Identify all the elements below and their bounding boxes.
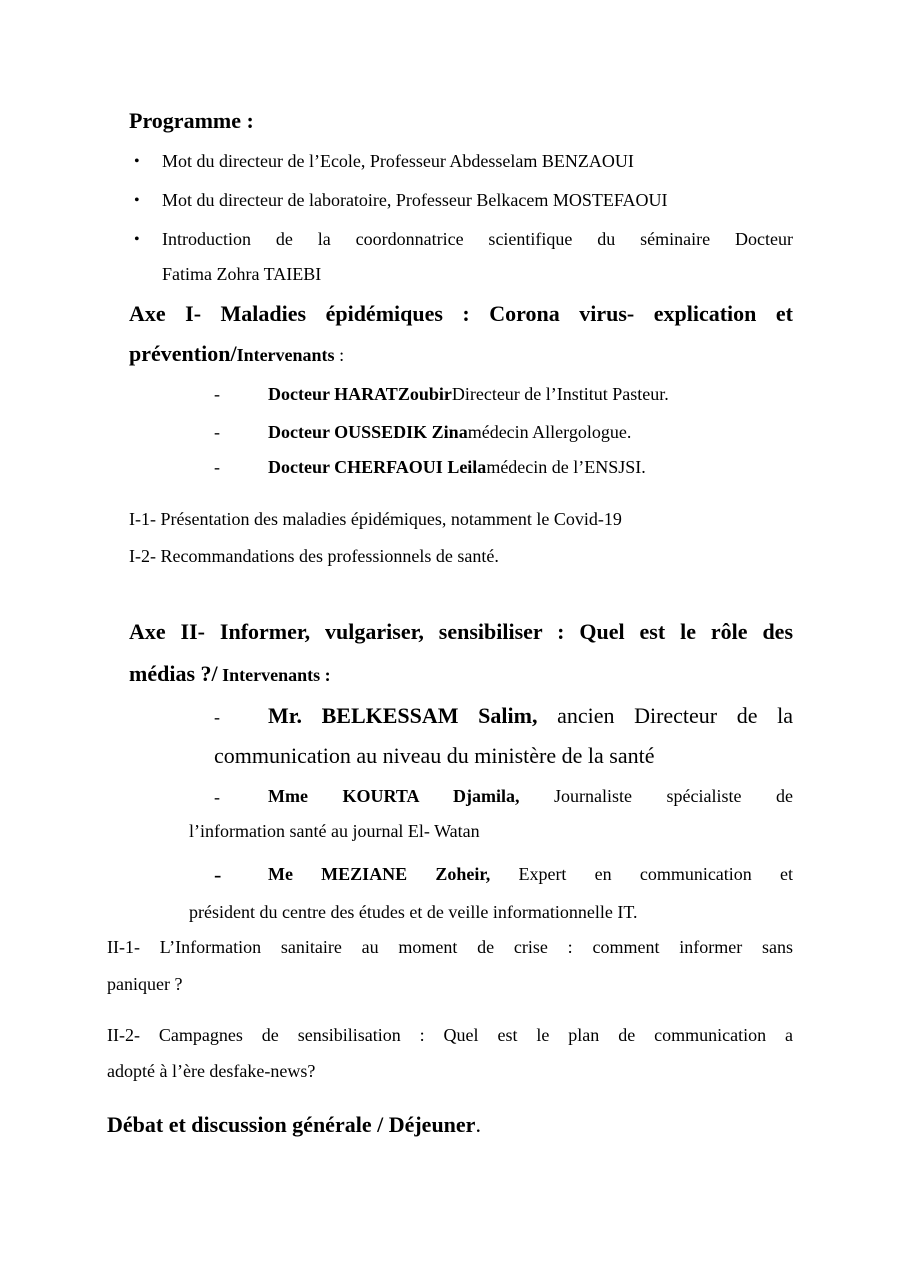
axe2-speaker-meziane bbox=[268, 864, 793, 885]
axe1-subtopic-2: I-2- Recommandations des professionnels de santé. bbox=[129, 546, 499, 566]
axe1-speaker-cherfaoui bbox=[268, 457, 646, 478]
dash: - bbox=[214, 787, 220, 807]
axe1-intervenants-label: Intervenants bbox=[236, 345, 335, 365]
axe1-speaker-oussedik bbox=[268, 422, 631, 443]
speaker-name: Docteur HARATZoubir bbox=[268, 384, 452, 404]
axe2-subtopic-2-cont: adopté à l’ère desfake-news? bbox=[107, 1061, 316, 1081]
axe2-speaker-belkessam bbox=[268, 703, 793, 729]
dash: - bbox=[214, 457, 220, 477]
speaker-role: Journaliste spécialiste de bbox=[519, 786, 793, 806]
closing-line bbox=[107, 1112, 481, 1138]
speaker-name: Mme KOURTA Djamila, bbox=[268, 786, 520, 806]
dash: - bbox=[214, 422, 220, 442]
bullet-dot: • bbox=[134, 231, 140, 248]
axe1-speaker-harat bbox=[268, 384, 669, 405]
speaker-role: médecin de l’ENSJSI. bbox=[486, 457, 646, 477]
dash: - bbox=[214, 384, 220, 404]
axe2-speaker-belkessam-cont: communication au niveau du ministère de la santé bbox=[214, 743, 655, 768]
axe2-subtopic-2: II-2- Campagnes de sensibilisation : Quel est le plan de communication a bbox=[107, 1025, 793, 1045]
axe2-subtopic-1: II-1- L’Information sanitaire au moment de crise : comment informer sans bbox=[107, 937, 793, 957]
bullet-item-lab-director: Mot du directeur de laboratoire, Professeur Belkacem MOSTEFAOUI bbox=[162, 190, 668, 210]
speaker-name: Me MEZIANE Zoheir, bbox=[268, 864, 491, 884]
speaker-name: Docteur CHERFAOUI Leila bbox=[268, 457, 487, 477]
speaker-role: ancien Directeur de la bbox=[537, 703, 793, 728]
axe2-speaker-kourta-cont: l’information santé au journal El- Watan bbox=[189, 821, 480, 841]
axe2-title-line1: Axe II- Informer, vulgariser, sensibiliser : Quel est le rôle des bbox=[129, 619, 793, 644]
speaker-role: médecin Allergologue. bbox=[467, 422, 632, 442]
axe2-title-end: médias ?/ bbox=[129, 661, 218, 686]
speaker-role: Directeur de l’Institut Pasteur. bbox=[451, 384, 669, 404]
axe2-title-line2 bbox=[129, 661, 331, 687]
axe1-subtopic-1: I-1- Présentation des maladies épidémiques, notamment le Covid-19 bbox=[129, 509, 622, 529]
axe2-speaker-meziane-cont: président du centre des études et de veille informationnelle IT. bbox=[189, 902, 638, 922]
bullet-item-coordinator-cont: Fatima Zohra TAIEBI bbox=[162, 264, 322, 284]
bullet-dot: • bbox=[134, 153, 140, 170]
programme-title: Programme : bbox=[129, 108, 254, 133]
axe2-subtopic-1-cont: paniquer ? bbox=[107, 974, 183, 994]
bullet-item-coordinator: Introduction de la coordonnatrice scientifique du séminaire Docteur bbox=[162, 229, 793, 249]
axe1-title-end: prévention/ bbox=[129, 341, 237, 366]
speaker-role: Expert en communication et bbox=[490, 864, 793, 884]
axe1-title-line1: Axe I- Maladies épidémiques : Corona virus- explication et bbox=[129, 301, 793, 326]
dash: - bbox=[214, 862, 222, 887]
axe2-intervenants-label: Intervenants : bbox=[217, 665, 331, 685]
speaker-name: Mr. BELKESSAM Salim, bbox=[268, 703, 538, 728]
axe1-intervenants-colon: : bbox=[334, 345, 345, 365]
dash: - bbox=[214, 707, 220, 727]
closing-period: . bbox=[475, 1112, 481, 1137]
axe2-speaker-kourta bbox=[268, 786, 793, 807]
bullet-dot: • bbox=[134, 192, 140, 209]
speaker-name: Docteur OUSSEDIK Zina bbox=[268, 422, 468, 442]
bullet-item-director: Mot du directeur de l’Ecole, Professeur Abdesselam BENZAOUI bbox=[162, 151, 634, 171]
closing-text: Débat et discussion générale / Déjeuner bbox=[107, 1112, 476, 1137]
axe1-title-line2 bbox=[129, 341, 344, 367]
